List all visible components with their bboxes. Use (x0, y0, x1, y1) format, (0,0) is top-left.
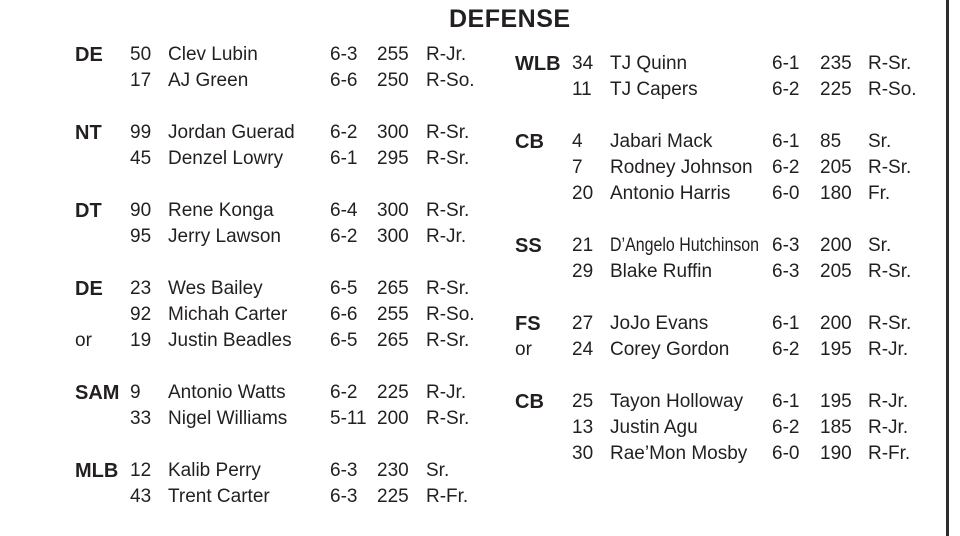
player-weight: 235 (820, 53, 852, 74)
player-height: 6-1 (772, 53, 800, 74)
player-name: Kalib Perry (168, 460, 261, 481)
player-row (515, 389, 938, 415)
player-weight: 300 (377, 200, 409, 221)
player-height: 6-1 (772, 131, 800, 152)
player-name: Justin Beadles (168, 330, 292, 351)
player-name: Antonio Watts (168, 382, 286, 403)
player-row (75, 198, 496, 224)
player-row (75, 276, 496, 302)
player-height: 6-4 (330, 200, 358, 221)
player-name: Rodney Johnson (610, 157, 753, 178)
player-name: TJ Capers (610, 79, 698, 100)
jersey-number: 34 (572, 53, 594, 74)
defense-right-column (515, 51, 938, 493)
player-class: R-So. (426, 304, 475, 325)
or-label: or (515, 339, 532, 360)
jersey-number: 21 (572, 235, 594, 256)
player-name: Denzel Lowry (168, 148, 284, 169)
player-class: Sr. (868, 131, 892, 152)
player-class: R-Sr. (426, 278, 470, 299)
player-class: R-Sr. (426, 330, 470, 351)
jersey-number: 23 (130, 278, 152, 299)
player-height: 6-1 (772, 313, 800, 334)
jersey-number: 11 (572, 79, 592, 100)
player-weight: 265 (377, 278, 409, 299)
page-title: DEFENSE (449, 5, 571, 33)
position-spacer (515, 441, 572, 467)
player-name: Nigel Williams (168, 408, 288, 429)
position-spacer (515, 415, 572, 441)
player-height: 6-3 (772, 235, 800, 256)
jersey-number: 12 (130, 460, 152, 481)
player-row (515, 51, 938, 77)
player-class: Sr. (426, 460, 450, 481)
jersey-number: 43 (130, 486, 152, 507)
position-group-de-1 (75, 42, 496, 94)
player-height: 6-2 (330, 122, 358, 143)
player-height: 5-11 (330, 408, 367, 429)
player-height: 6-1 (772, 391, 800, 412)
player-row (75, 302, 496, 328)
position-spacer (515, 259, 572, 285)
player-class: Sr. (868, 235, 892, 256)
player-name: Rene Konga (168, 200, 274, 221)
position-label: SAM (75, 382, 120, 404)
jersey-number: 95 (130, 226, 152, 247)
position-group-wlb (515, 51, 938, 103)
position-label: SS (515, 235, 542, 257)
player-height: 6-5 (330, 330, 358, 351)
player-weight: 185 (820, 417, 852, 438)
jersey-number: 50 (130, 44, 152, 65)
player-row (75, 42, 496, 68)
position-label: DE (75, 44, 103, 66)
jersey-number: 45 (130, 148, 152, 169)
player-class: Fr. (868, 183, 891, 204)
player-row (515, 259, 938, 285)
player-row (515, 311, 938, 337)
position-label: CB (515, 391, 544, 413)
player-row (515, 155, 938, 181)
position-group-de-2 (75, 276, 496, 354)
jersey-number: 99 (130, 122, 152, 143)
player-class: R-Sr. (426, 148, 470, 169)
position-group-fs (515, 311, 938, 363)
player-weight: 85 (820, 131, 842, 152)
player-name: Jordan Guerad (168, 122, 295, 143)
player-name: Justin Agu (610, 417, 698, 438)
jersey-number: 29 (572, 261, 594, 282)
player-class: R-Jr. (868, 339, 909, 360)
jersey-number: 20 (572, 183, 594, 204)
player-height: 6-0 (772, 443, 800, 464)
player-name: Corey Gordon (610, 339, 730, 360)
player-weight: 200 (820, 235, 852, 256)
player-height: 6-3 (330, 460, 358, 481)
player-height: 6-6 (330, 70, 358, 91)
player-weight: 195 (820, 339, 852, 360)
player-name: Rae’Mon Mosby (610, 443, 748, 464)
player-class: R-So. (426, 70, 475, 91)
position-spacer (75, 68, 130, 94)
player-name: Antonio Harris (610, 183, 731, 204)
defense-left-column (75, 42, 496, 536)
player-height: 6-2 (772, 79, 800, 100)
player-row (75, 380, 496, 406)
player-height: 6-0 (772, 183, 800, 204)
player-row (75, 458, 496, 484)
player-class: R-Sr. (868, 261, 912, 282)
position-label: DT (75, 200, 102, 222)
player-row (75, 406, 496, 432)
position-label: NT (75, 122, 102, 144)
player-row (515, 77, 938, 103)
player-weight: 255 (377, 44, 409, 65)
player-name: AJ Green (168, 70, 249, 91)
player-name: Clev Lubin (168, 44, 258, 65)
player-weight: 205 (820, 157, 852, 178)
position-label: MLB (75, 460, 119, 482)
position-label: FS (515, 313, 541, 335)
player-weight: 300 (377, 226, 409, 247)
player-weight: 205 (820, 261, 852, 282)
player-weight: 225 (377, 382, 409, 403)
player-row (75, 224, 496, 250)
player-class: R-Sr. (426, 122, 470, 143)
player-class: R-Fr. (868, 443, 911, 464)
position-spacer (75, 224, 130, 250)
player-weight: 225 (377, 486, 409, 507)
position-group-dt (75, 198, 496, 250)
jersey-number: 25 (572, 391, 594, 412)
position-spacer (515, 77, 572, 103)
player-name: Trent Carter (168, 486, 270, 507)
player-name: Wes Bailey (168, 278, 263, 299)
player-row (515, 337, 938, 363)
player-height: 6-2 (772, 417, 800, 438)
player-height: 6-2 (772, 157, 800, 178)
player-weight: 225 (820, 79, 852, 100)
position-group-nt (75, 120, 496, 172)
player-row (515, 441, 938, 467)
player-class: R-Sr. (426, 200, 470, 221)
player-name: JoJo Evans (610, 313, 709, 334)
jersey-number: 4 (572, 131, 583, 152)
player-row (515, 233, 938, 259)
player-class: R-Sr. (868, 157, 912, 178)
jersey-number: 33 (130, 408, 152, 429)
jersey-number: 92 (130, 304, 152, 325)
player-height: 6-2 (772, 339, 800, 360)
player-class: R-So. (868, 79, 917, 100)
jersey-number: 13 (572, 417, 594, 438)
player-class: R-Jr. (868, 391, 909, 412)
player-class: R-Sr. (426, 408, 470, 429)
player-class: R-Sr. (868, 313, 912, 334)
player-class: R-Sr. (868, 53, 912, 74)
jersey-number: 30 (572, 443, 594, 464)
player-row (75, 120, 496, 146)
jersey-number: 24 (572, 339, 594, 360)
player-weight: 265 (377, 330, 409, 351)
player-row (75, 68, 496, 94)
position-label: WLB (515, 53, 561, 75)
player-height: 6-2 (330, 226, 358, 247)
player-height: 6-5 (330, 278, 358, 299)
player-height: 6-3 (330, 486, 358, 507)
player-weight: 295 (377, 148, 409, 169)
player-row (515, 415, 938, 441)
player-height: 6-6 (330, 304, 358, 325)
player-weight: 255 (377, 304, 409, 325)
player-weight: 230 (377, 460, 409, 481)
player-name: Blake Ruffin (610, 261, 713, 282)
player-class: R-Jr. (426, 44, 467, 65)
player-name: Michah Carter (168, 304, 288, 325)
player-name: Jerry Lawson (168, 226, 281, 247)
jersey-number: 7 (572, 157, 583, 178)
player-name: Jabari Mack (610, 131, 713, 152)
player-weight: 250 (377, 70, 409, 91)
position-spacer (75, 406, 130, 432)
player-height: 6-3 (330, 44, 358, 65)
player-row (515, 129, 938, 155)
jersey-number: 90 (130, 200, 152, 221)
player-class: R-Jr. (426, 226, 467, 247)
position-spacer (75, 484, 130, 510)
jersey-number: 9 (130, 382, 141, 403)
jersey-number: 17 (130, 70, 152, 91)
player-row (75, 146, 496, 172)
jersey-number: 27 (572, 313, 594, 334)
player-height: 6-1 (330, 148, 358, 169)
player-row (75, 484, 496, 510)
player-class: R-Jr. (868, 417, 909, 438)
player-weight: 190 (820, 443, 852, 464)
position-label: DE (75, 278, 103, 300)
position-group-cb-1 (515, 129, 938, 207)
player-name: D’Angelo Hutchinson (610, 235, 760, 256)
position-group-sam (75, 380, 496, 432)
position-spacer (515, 181, 572, 207)
player-weight: 195 (820, 391, 852, 412)
page-right-border (946, 0, 949, 536)
player-weight: 180 (820, 183, 852, 204)
player-name: TJ Quinn (610, 53, 688, 74)
player-weight: 200 (377, 408, 409, 429)
player-row (515, 181, 938, 207)
player-weight: 300 (377, 122, 409, 143)
player-row (75, 328, 496, 354)
position-group-cb-2 (515, 389, 938, 467)
position-spacer (515, 155, 572, 181)
player-height: 6-2 (330, 382, 358, 403)
player-weight: 200 (820, 313, 852, 334)
jersey-number: 19 (130, 330, 152, 351)
player-height: 6-3 (772, 261, 800, 282)
position-spacer (75, 146, 130, 172)
position-label: CB (515, 131, 544, 153)
player-class: R-Fr. (426, 486, 469, 507)
player-name: Tayon Holloway (610, 391, 744, 412)
player-class: R-Jr. (426, 382, 467, 403)
position-spacer (75, 302, 130, 328)
position-group-mlb (75, 458, 496, 510)
or-label: or (75, 330, 92, 351)
position-group-ss (515, 233, 938, 285)
